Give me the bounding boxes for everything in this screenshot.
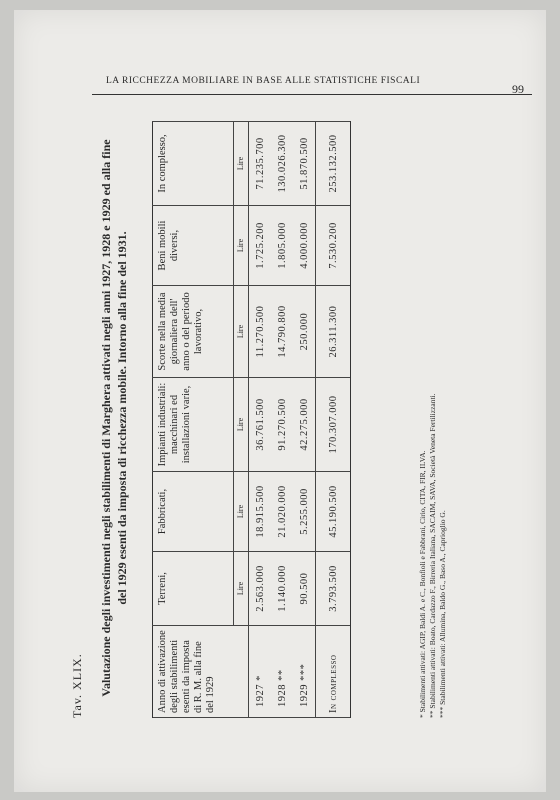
rotated-content (70, 118, 510, 718)
column-header-year: Anno di attivazione degli stabilimenti esenti da imposta di R. M. alla fine del 1929 (153, 626, 249, 718)
unit-label: Lire (234, 552, 249, 626)
footnote: * Stabilimenti attivati: AGIP, Baldi A. e C., Bonfioli e Fabbrani, Cirio, CITA, FIR, ILVA. (418, 450, 427, 718)
terreni-total: 3.793.500 (316, 552, 351, 626)
impianti-cell: 36.761.500 (249, 378, 272, 472)
total-row (316, 122, 351, 718)
impianti-cell: 91.270.500 (271, 378, 293, 472)
beni-cell: 1.725.200 (249, 206, 272, 286)
fabbricati-cell: 21.020.000 (271, 472, 293, 552)
complesso-total: 253.132.500 (316, 122, 351, 206)
unit-label: Lire (234, 206, 249, 286)
year-cell: 1927 * (249, 626, 272, 718)
year-cell: 1929 *** (293, 626, 316, 718)
terreni-cell: 1.140.000 (271, 552, 293, 626)
impianti-total: 170.307.000 (316, 378, 351, 472)
beni-cell: 1.805.000 (271, 206, 293, 286)
table-label: Tav. XLIX. (70, 653, 84, 718)
complesso-cell: 130.026.300 (271, 122, 293, 206)
fabbricati-cell: 18.915.500 (249, 472, 272, 552)
table-row (293, 122, 316, 718)
terreni-cell: 90.500 (293, 552, 316, 626)
unit-label: Lire (234, 122, 249, 206)
column-header-fabbricati: Fabbricati, (153, 472, 234, 552)
column-header-terreni: Terreni, (153, 552, 234, 626)
beni-cell: 4.000.000 (293, 206, 316, 286)
beni-total: 7.530.200 (316, 206, 351, 286)
fabbricati-total: 45.190.500 (316, 472, 351, 552)
footnotes (418, 118, 448, 718)
year-cell: 1928 ** (271, 626, 293, 718)
table-caption: Valutazione degli investimenti negli stabilimenti di Marghera attivati negli anni 1927, 1928 e 1929 ed alla fine del 1929 esenti da imposta di ricchezza mobile. Intorno alla fine del 1931. (99, 139, 129, 697)
column-header-complesso: In complesso, (153, 122, 234, 206)
running-header (92, 74, 532, 95)
column-header-impianti: Impianti industriali: macchinari ed installazioni varie, (153, 378, 234, 472)
scorte-cell: 250.000 (293, 286, 316, 378)
data-table (152, 121, 351, 718)
column-header-scorte: Scorte nella media giornaliera dell' anno o del periodo lavorativo, (153, 286, 234, 378)
footnote: *** Stabilimenti attivati: Allumina, Baldo G., Baso A., Caprioglio G. (438, 510, 447, 718)
scorte-total: 26.311.300 (316, 286, 351, 378)
page-number: 99 (512, 82, 524, 96)
impianti-cell: 42.275.000 (293, 378, 316, 472)
unit-label: Lire (234, 286, 249, 378)
complesso-cell: 51.870.500 (293, 122, 316, 206)
complesso-cell: 71.235.700 (249, 122, 272, 206)
fabbricati-cell: 5.255.000 (293, 472, 316, 552)
table-row (271, 122, 293, 718)
footnote: ** Stabilimenti attivati: Boato, Cardazzo F., Birreria Italiana, SACAIM, SAVA, Società Veneta Fertilizzanti. (428, 393, 437, 718)
scorte-cell: 14.790.800 (271, 286, 293, 378)
total-label: In complesso (316, 626, 351, 718)
terreni-cell: 2.563.000 (249, 552, 272, 626)
unit-label: Lire (234, 378, 249, 472)
rotated-table-area (70, 118, 510, 718)
running-header-title: LA RICCHEZZA MOBILIARE IN BASE ALLE STATISTICHE FISCALI (106, 76, 421, 86)
column-header-beni: Beni mobili diversi, (153, 206, 234, 286)
table-row (249, 122, 272, 718)
scorte-cell: 11.270.500 (249, 286, 272, 378)
unit-label: Lire (234, 472, 249, 552)
